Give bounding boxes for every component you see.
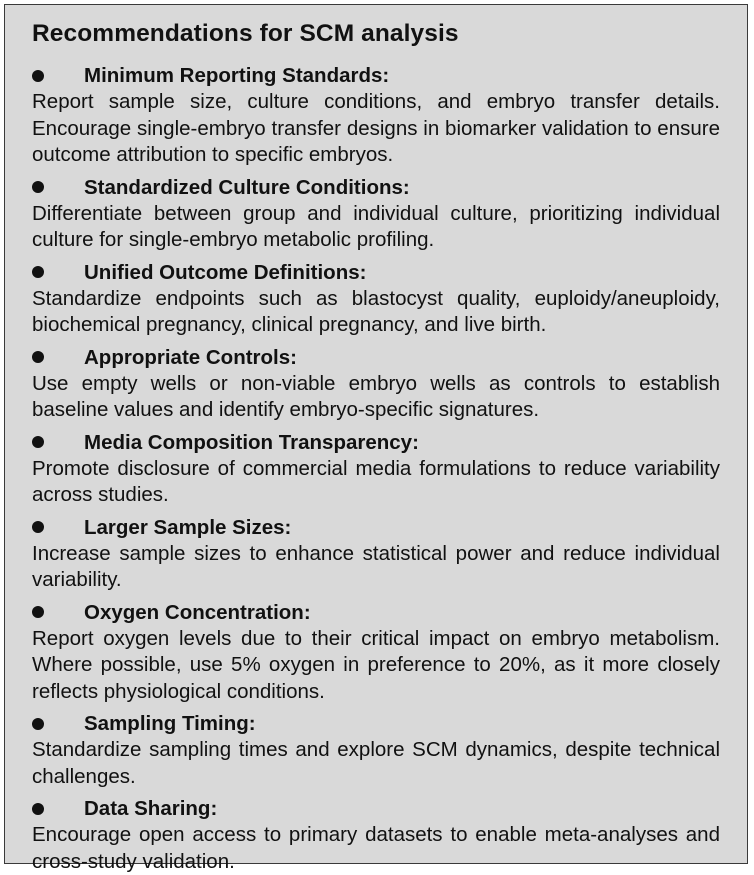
item-heading: Oxygen Concentration: [84,600,311,624]
item-heading: Larger Sample Sizes: [84,515,292,539]
item-heading: Minimum Reporting Standards: [84,64,390,87]
item-text: Report oxygen levels due to their critical impact on embryo metabolism. Where possible, use 5% oxygen in preference to 20%, as it more closely reflects physiological conditions. [32,626,720,703]
list-item [32,599,720,706]
bullet-icon [32,718,44,730]
bullet-icon [32,606,44,618]
panel-title: Recommendations for SCM analysis [32,20,459,47]
item-text: Standardize sampling times and explore SCM dynamics, despite technical challenges. [32,738,720,788]
list-item [32,795,720,875]
list-item [32,259,720,339]
item-text: Increase sample sizes to enhance statistical power and reduce individual variability. [32,541,720,591]
item-heading: Unified Outcome Definitions: [84,260,367,284]
list-item [32,344,720,424]
item-heading: Sampling Timing: [84,712,256,735]
item-text: Differentiate between group and individual culture, prioritizing individual culture for single-embryo metabolic profiling. [32,201,720,251]
list-item [32,710,720,790]
item-heading: Appropriate Controls: [84,345,297,369]
item-heading: Standardized Culture Conditions: [84,175,410,199]
item-text: Standardize endpoints such as blastocyst quality, euploidy/aneuploidy, biochemical pregnancy, clinical pregnancy, and live birth. [32,286,720,336]
item-text: Promote disclosure of commercial media formulations to reduce variability across studies. [32,456,720,506]
item-heading: Media Composition Transparency: [84,430,419,454]
item-text: Report sample size, culture conditions, and embryo transfer details. Encourage single-embryo transfer designs in biomarker validation to ensure outcome attribution to specific embryos. [32,90,720,166]
list-item [32,514,720,594]
bullet-icon [32,351,44,363]
bullet-icon [32,803,44,815]
bullet-icon [32,181,44,193]
bullet-icon [32,436,44,448]
list-item [32,174,720,254]
bullet-icon [32,521,44,533]
bullet-icon [32,266,44,278]
item-heading: Data Sharing: [84,797,218,820]
recommendations-panel [4,4,748,873]
list-item [32,62,720,169]
item-text: Use empty wells or non-viable embryo wells as controls to establish baseline values and identify embryo-specific signatures. [32,371,720,421]
list-item [32,429,720,509]
item-text: Encourage open access to primary datasets to enable meta-analyses and cross-study validation. [32,823,720,873]
bullet-icon [32,70,44,82]
